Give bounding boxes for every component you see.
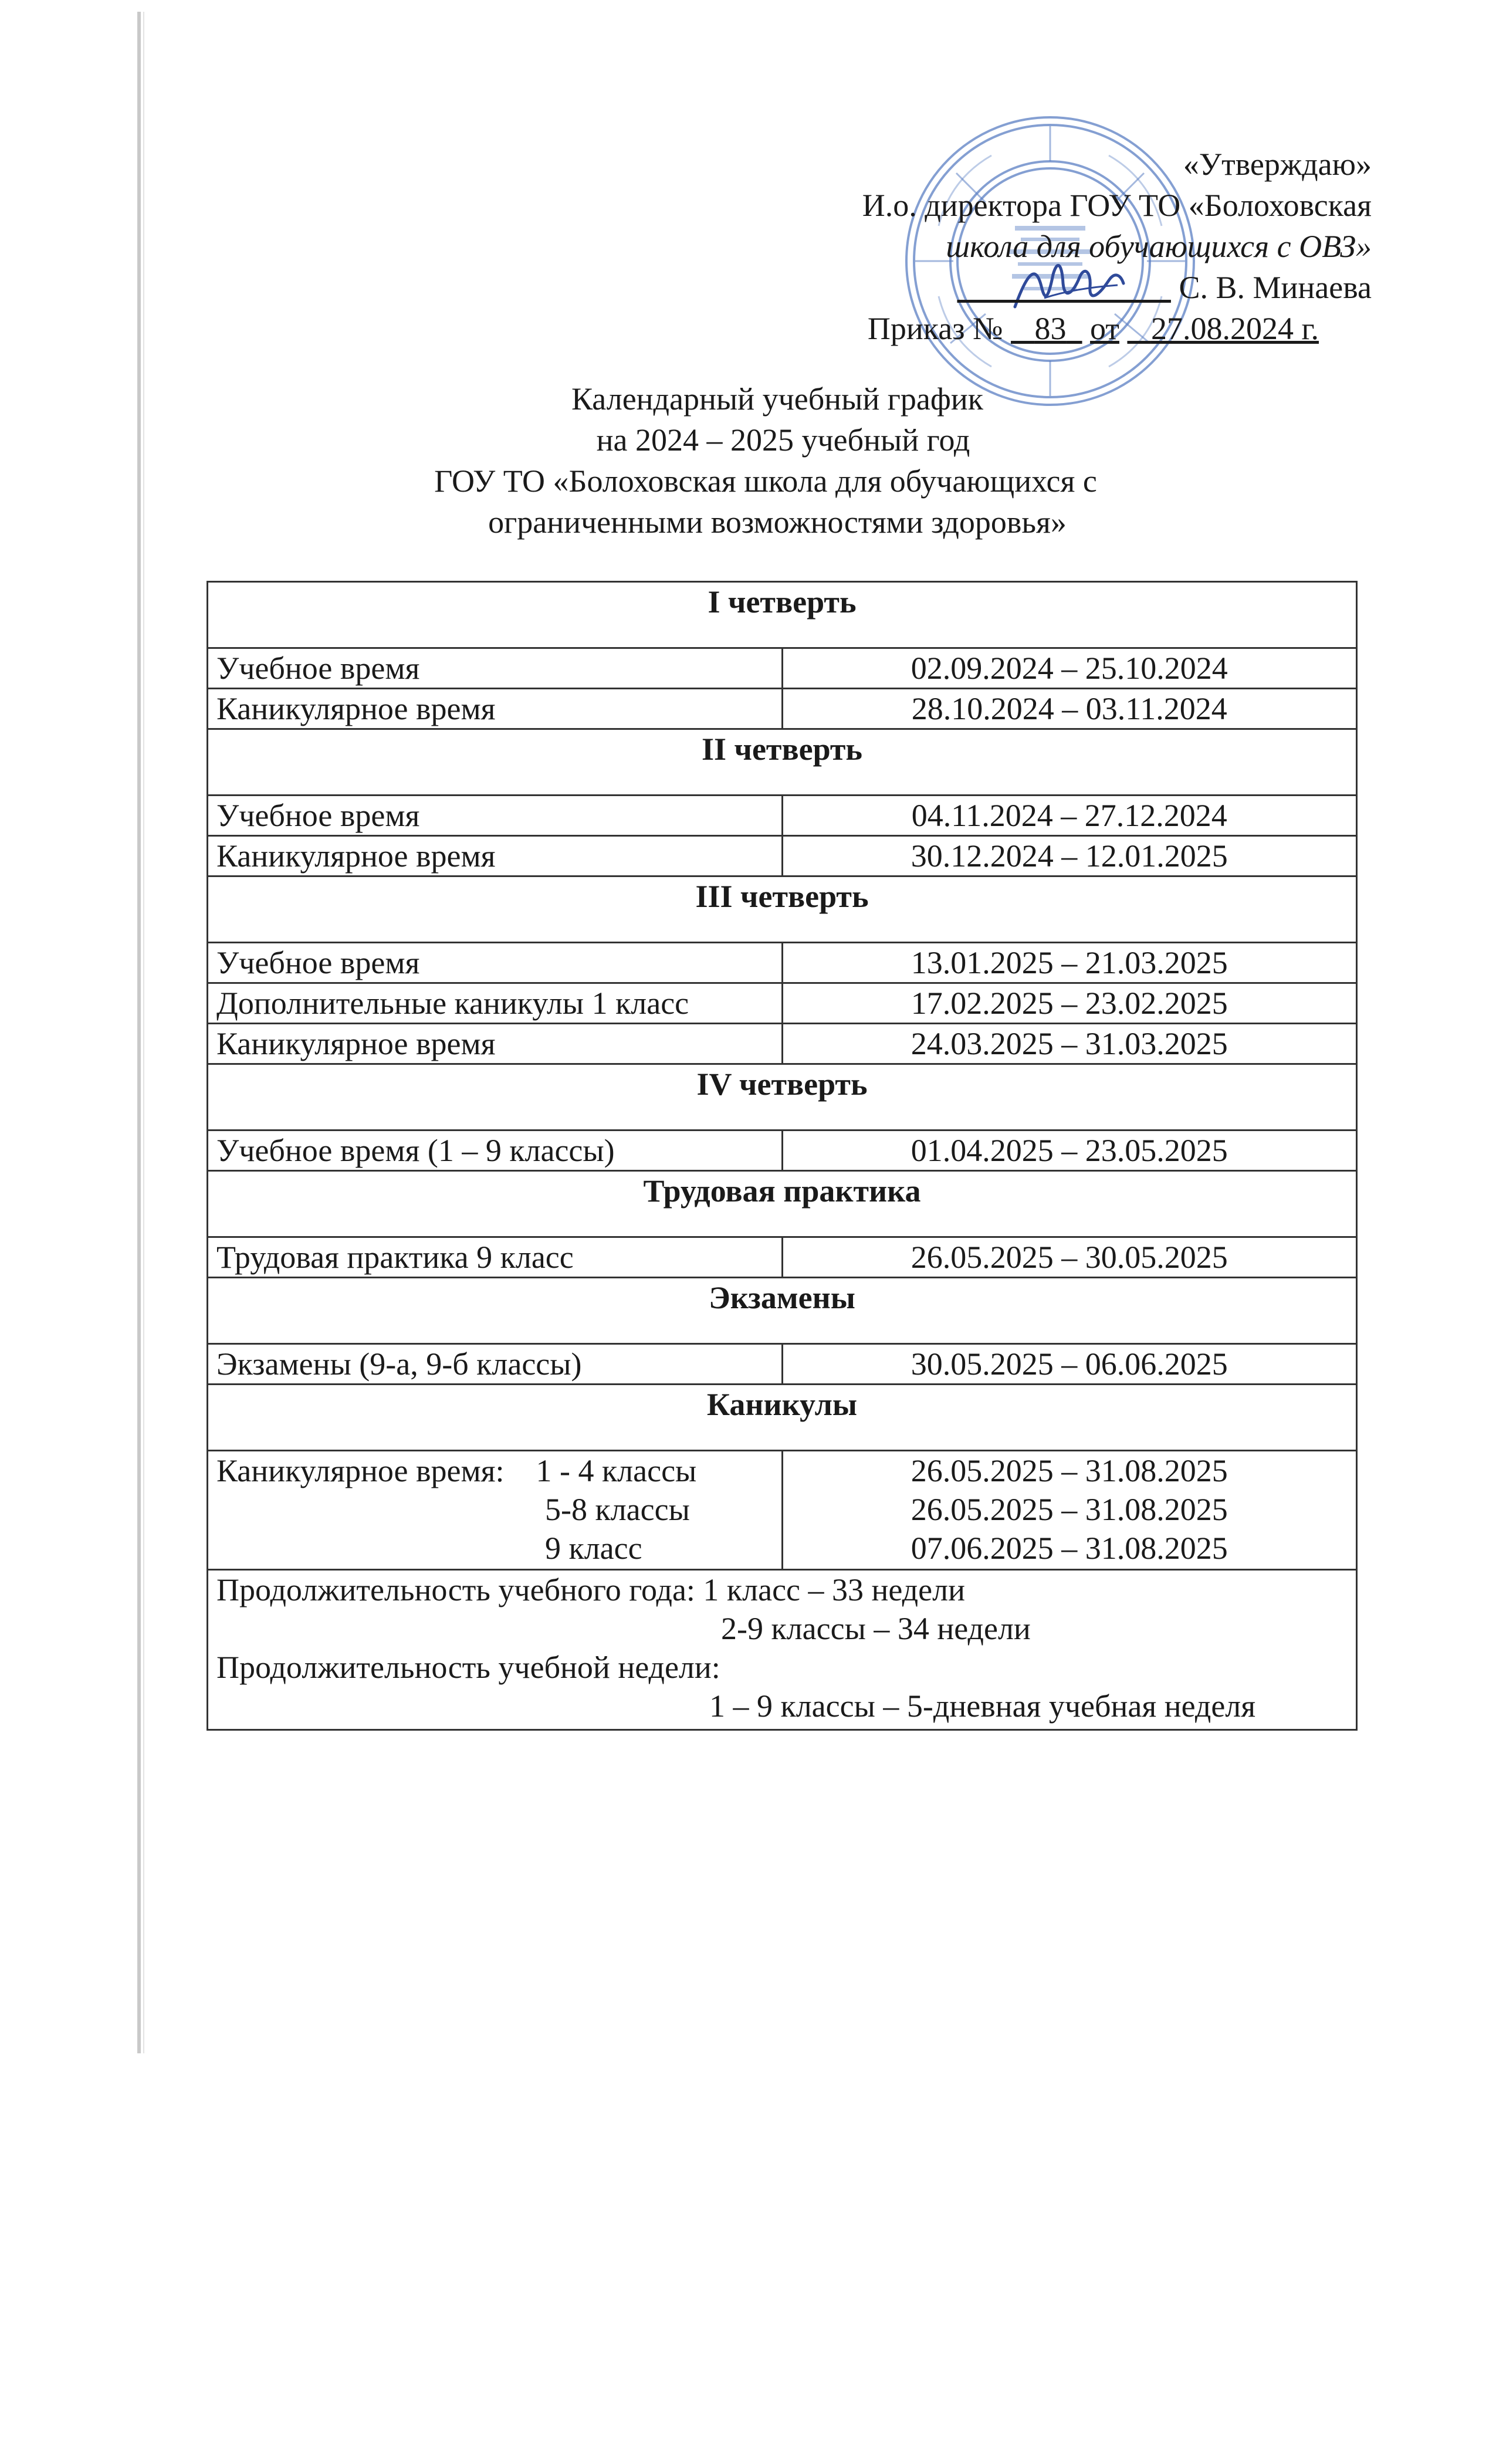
table-footer xyxy=(208,1570,1357,1730)
section-holidays xyxy=(208,1385,1357,1451)
title-line4: ограниченными возможностями здоровья» xyxy=(488,505,1067,540)
row-value: 04.11.2024 – 27.12.2024 xyxy=(782,796,1357,836)
row-label: Дополнительные каникулы 1 класс xyxy=(208,983,783,1024)
schedule-table xyxy=(207,581,1358,1731)
director-signature-line xyxy=(550,267,1372,308)
table-row xyxy=(208,1344,1357,1385)
holiday-label-prefix: Каникулярное время: xyxy=(216,1453,505,1488)
table-row xyxy=(208,943,1357,983)
row-value: 30.12.2024 – 12.01.2025 xyxy=(782,836,1357,876)
director-name: С. В. Минаева xyxy=(1179,270,1372,305)
row-value: 24.03.2025 – 31.03.2025 xyxy=(782,1024,1357,1064)
section-q4 xyxy=(208,1064,1357,1131)
year-length-line2: 2-9 классы – 34 недели xyxy=(721,1611,1031,1646)
row-label: Трудовая практика 9 класс xyxy=(208,1237,783,1278)
title-line3: ГОУ ТО «Болоховская школа для обучающихся с xyxy=(434,463,1097,499)
director-position-line1: И.о. директора ГОУ ТО «Болоховская xyxy=(862,188,1372,223)
signature-blank xyxy=(957,270,1171,305)
approval-block xyxy=(550,144,1372,349)
holiday-date-2: 26.05.2025 – 31.08.2025 xyxy=(911,1492,1228,1527)
order-prefix: Приказ № xyxy=(867,311,1003,346)
approve-label: «Утверждаю» xyxy=(1183,147,1372,182)
holiday-date-3: 07.06.2025 – 31.08.2025 xyxy=(911,1531,1228,1566)
document-title xyxy=(0,378,1496,543)
row-label: Каникулярное время xyxy=(208,836,783,876)
table-row xyxy=(208,796,1357,836)
title-line1: Календарный учебный график xyxy=(571,381,983,417)
row-label: Учебное время xyxy=(208,943,783,983)
table-row xyxy=(208,1131,1357,1171)
row-label: Учебное время xyxy=(208,648,783,689)
holiday-date-1: 26.05.2025 – 31.08.2025 xyxy=(911,1453,1228,1488)
row-value: 17.02.2025 – 23.02.2025 xyxy=(782,983,1357,1024)
section-practice xyxy=(208,1171,1357,1237)
section-heading: II четверть xyxy=(208,729,1357,796)
holiday-group-1: 1 - 4 классы xyxy=(536,1453,697,1488)
section-heading: III четверть xyxy=(208,876,1357,943)
order-line xyxy=(550,308,1372,349)
week-length-line2: 1 – 9 классы – 5-дневная учебная неделя xyxy=(709,1688,1256,1724)
holiday-groups xyxy=(208,1451,783,1570)
row-label: Каникулярное время xyxy=(208,689,783,729)
section-q1 xyxy=(208,582,1357,648)
table-row xyxy=(208,836,1357,876)
section-heading: Трудовая практика xyxy=(208,1171,1357,1237)
section-heading: Экзамены xyxy=(208,1278,1357,1344)
holiday-dates xyxy=(782,1451,1357,1570)
holiday-group-2: 5-8 классы xyxy=(545,1492,690,1527)
footer-cell xyxy=(208,1570,1357,1730)
table-row xyxy=(208,1451,1357,1570)
section-q3 xyxy=(208,876,1357,943)
row-value: 26.05.2025 – 30.05.2025 xyxy=(782,1237,1357,1278)
row-label: Каникулярное время xyxy=(208,1024,783,1064)
section-heading: I четверть xyxy=(208,582,1357,648)
year-length-line1: Продолжительность учебного года: 1 класс – 33 недели xyxy=(216,1572,965,1607)
table-row xyxy=(208,648,1357,689)
order-date: 27.08.2024 г. xyxy=(1150,311,1319,346)
row-value: 13.01.2025 – 21.03.2025 xyxy=(782,943,1357,983)
order-from: от xyxy=(1090,311,1119,346)
row-value: 02.09.2024 – 25.10.2024 xyxy=(782,648,1357,689)
section-heading: Каникулы xyxy=(208,1385,1357,1451)
table-row xyxy=(208,689,1357,729)
week-length-line1: Продолжительность учебной недели: xyxy=(216,1650,720,1685)
row-value: 30.05.2025 – 06.06.2025 xyxy=(782,1344,1357,1385)
table-row xyxy=(208,1237,1357,1278)
row-value: 01.04.2025 – 23.05.2025 xyxy=(782,1131,1357,1171)
holiday-group-3: 9 класс xyxy=(545,1531,642,1566)
row-label: Учебное время xyxy=(208,796,783,836)
order-number: 83 xyxy=(1034,311,1067,346)
director-position-line2: школа для обучающихся с ОВЗ» xyxy=(946,229,1372,264)
row-value: 28.10.2024 – 03.11.2024 xyxy=(782,689,1357,729)
section-exams xyxy=(208,1278,1357,1344)
title-line2: на 2024 – 2025 учебный год xyxy=(596,422,970,458)
row-label: Экзамены (9-а, 9-б классы) xyxy=(208,1344,783,1385)
row-label: Учебное время (1 – 9 классы) xyxy=(208,1131,783,1171)
scan-left-edge-shadow xyxy=(143,12,144,2053)
section-q2 xyxy=(208,729,1357,796)
section-heading: IV четверть xyxy=(208,1064,1357,1131)
table-row xyxy=(208,1024,1357,1064)
scan-left-edge xyxy=(137,12,141,2053)
table-row xyxy=(208,983,1357,1024)
